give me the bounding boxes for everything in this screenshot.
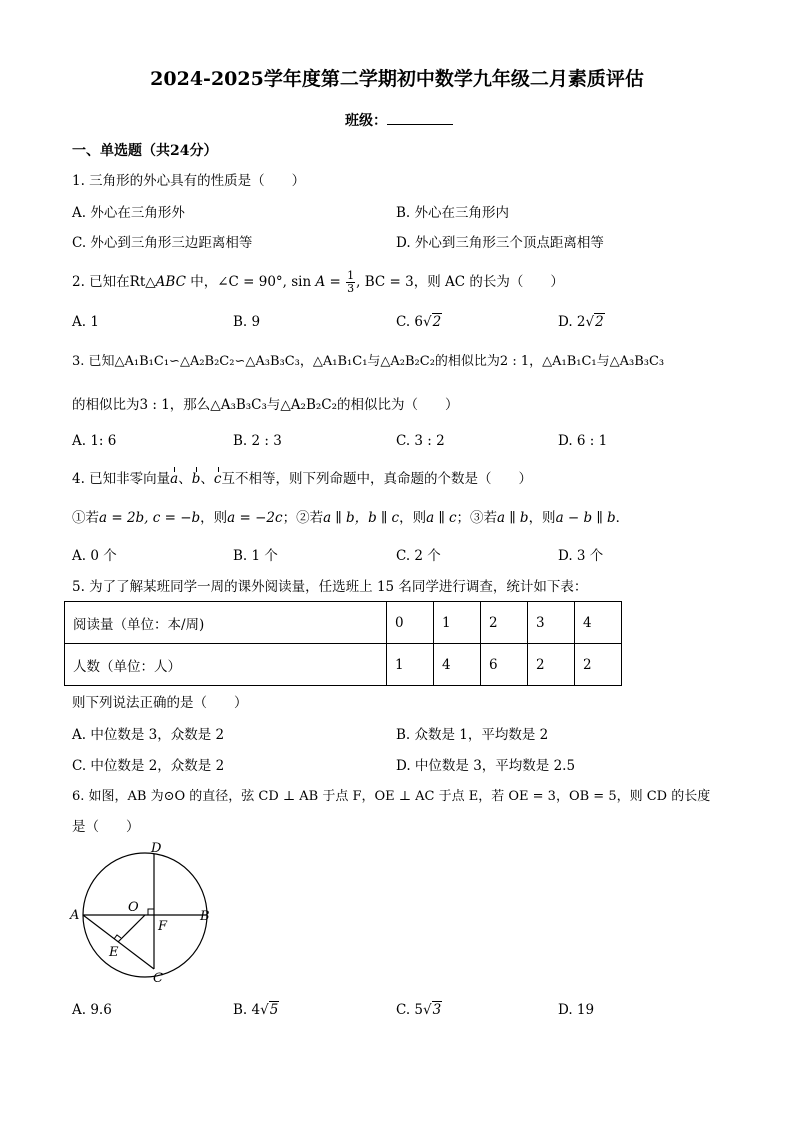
q2-option-b: B. 9 xyxy=(233,314,261,330)
q1-option-d: D. 外心到三角形三个顶点距离相等 xyxy=(396,235,604,251)
q2-c-radicand: 2 xyxy=(432,314,442,330)
q4-stem-suffix: 互不相等，则下列命题中，真命题的个数是（ ） xyxy=(221,471,532,487)
circle-figure xyxy=(62,840,222,990)
q6-b-radicand: 5 xyxy=(269,1002,279,1018)
q5-option-a: A. 中位数是 3，众数是 2 xyxy=(72,727,225,743)
q6-c-sqrt: √3 xyxy=(423,1002,442,1018)
q2-prefix: 2. 已知在 xyxy=(72,274,130,290)
table-cell: 2 xyxy=(481,602,528,644)
q4-stem xyxy=(72,470,532,488)
q1-option-b: B. 外心在三角形内 xyxy=(396,205,510,221)
q4-p2-then: ，则 xyxy=(399,510,427,526)
table-row xyxy=(65,644,622,686)
q6-line1: 6. 如图，AB 为⊙O 的直径，弦 CD ⊥ AB 于点 F，OE ⊥ AC 于点 E，若 OE = 3，OB = 5，则 CD 的长度 xyxy=(72,789,711,804)
q3-line2: 的相似比为3 : 1，那么△A₃B₃C₃与△A₂B₂C₂的相似比为（ ） xyxy=(72,397,459,413)
q4-p3-condition: a ∥ b xyxy=(497,510,529,526)
class-label: 班级： xyxy=(345,113,387,129)
q1-option-c: C. 外心到三角形三边距离相等 xyxy=(72,235,253,251)
table-cell: 6 xyxy=(481,644,528,686)
table-cell: 4 xyxy=(575,602,622,644)
q3-option-c: C. 3 : 2 xyxy=(396,433,445,449)
table-cell: 1 xyxy=(434,602,481,644)
q5-ask: 则下列说法正确的是（ ） xyxy=(72,695,248,711)
q2-triangle: ABC xyxy=(155,274,186,290)
q4-option-a: A. 0 个 xyxy=(72,548,117,564)
q1-option-a: A. 外心在三角形外 xyxy=(72,205,185,221)
table-cell: 0 xyxy=(387,602,434,644)
label-o: O xyxy=(128,900,139,915)
table-cell: 1 xyxy=(387,644,434,686)
q3-option-d: D. 6 : 1 xyxy=(558,433,608,449)
table-cell: 4 xyxy=(434,644,481,686)
table-row xyxy=(65,602,622,644)
q6-b-prefix: B. 4 xyxy=(233,1002,261,1018)
q2-option-c xyxy=(396,313,442,331)
q2-d-radicand: 2 xyxy=(595,314,604,330)
q6-c-prefix: C. 5 xyxy=(396,1002,424,1018)
q4-sep2: 、 xyxy=(200,471,214,487)
q4-stem-prefix: 4. 已知非零向量 xyxy=(72,471,171,487)
right-angle-e xyxy=(114,935,121,939)
q2-numerator: 1 xyxy=(347,269,355,282)
table-cell: 3 xyxy=(528,602,575,644)
q4-p1-label: ①若 xyxy=(72,510,99,526)
q4-vector-c: c xyxy=(213,471,222,487)
q4-p2-result: a ∥ c xyxy=(426,510,457,526)
q2-mid: 中，∠C = 90°, sin xyxy=(185,274,316,290)
label-c: C xyxy=(153,971,163,986)
q2-d-sqrt: √2 xyxy=(585,314,604,330)
label-a: A xyxy=(70,908,80,923)
q2-option-a: A. 1 xyxy=(72,314,99,330)
class-blank xyxy=(387,110,453,125)
table-row-head: 人数（单位：人） xyxy=(65,644,387,686)
label-f: F xyxy=(158,919,168,934)
q6-option-a: A. 9.6 xyxy=(72,1002,112,1018)
q6-option-c xyxy=(396,1001,442,1019)
q4-p1-result: a = −2c xyxy=(227,510,283,526)
section-heading: 一、单选题（共24分） xyxy=(72,143,218,159)
q4-p3-label: ；③若 xyxy=(456,510,498,526)
q4-option-b: B. 1 个 xyxy=(233,548,278,564)
q2-tail: , BC = 3，则 AC 的长为（ ） xyxy=(356,274,564,290)
q4-p1-condition: a = 2b, c = −b xyxy=(99,510,201,526)
q4-option-c: C. 2 个 xyxy=(396,548,441,564)
class-field xyxy=(345,110,453,130)
q6-line2: 是（ ） xyxy=(72,819,140,835)
table-cell: 2 xyxy=(528,644,575,686)
q5-option-c: C. 中位数是 2，众数是 2 xyxy=(72,758,225,774)
label-e: E xyxy=(109,945,119,960)
q5-option-b: B. 众数是 1，平均数是 2 xyxy=(396,727,549,743)
q2-eq: = xyxy=(325,274,346,290)
q2-denominator: 3 xyxy=(347,282,355,295)
right-angle-f xyxy=(148,909,154,915)
reading-table xyxy=(64,601,622,686)
q4-p2-label: ；②若 xyxy=(282,510,324,526)
q3-option-a: A. 1: 6 xyxy=(72,433,117,449)
q4-propositions xyxy=(72,509,629,527)
q4-p3-then: ，则 xyxy=(528,510,556,526)
q2-option-d xyxy=(558,313,605,331)
q2-fraction xyxy=(346,270,355,295)
q4-sep1: 、 xyxy=(178,471,192,487)
q3-option-b: B. 2 : 3 xyxy=(233,433,282,449)
q5-option-d: D. 中位数是 3，平均数是 2.5 xyxy=(396,758,576,774)
q4-p1-then: ，则 xyxy=(200,510,228,526)
q2-c-sqrt: √2 xyxy=(423,314,442,330)
q2-stem xyxy=(72,270,564,295)
q6-option-b xyxy=(233,1001,279,1019)
q5-stem: 5. 为了了解某班同学一周的课外阅读量，任选班上 15 名同学进行调查，统计如下表： xyxy=(72,579,588,595)
label-d: D xyxy=(151,841,162,856)
q4-vector-b: b xyxy=(191,471,201,487)
q4-p2-condition: a ∥ b，b ∥ c xyxy=(323,510,400,526)
segment-oe xyxy=(118,915,145,942)
q2-rt: Rt△ xyxy=(129,274,156,290)
q6-option-d: D. 19 xyxy=(558,1002,595,1018)
q4-option-d: D. 3 个 xyxy=(558,548,604,564)
q4-p3-end: ． xyxy=(615,510,630,526)
q2-c-prefix: C. 6 xyxy=(396,314,424,330)
q3-line1: 3. 已知△A₁B₁C₁∽△A₂B₂C₂∽△A₃B₃C₃，△A₁B₁C₁与△A₂B₂C₂的相似比为2 : 1，△A₁B₁C₁与△A₃B₃C₃ xyxy=(72,354,665,369)
table-row-head: 阅读量（单位：本/周) xyxy=(65,602,387,644)
q6-c-radicand: 3 xyxy=(432,1002,442,1018)
q2-sin-arg: A xyxy=(315,274,326,290)
q4-vector-a: a xyxy=(170,471,179,487)
q1-stem: 1. 三角形的外心具有的性质是（ ） xyxy=(72,173,306,189)
label-b: B xyxy=(200,909,210,924)
q6-b-sqrt: √5 xyxy=(260,1002,279,1018)
q2-d-prefix: D. 2 xyxy=(558,314,586,330)
page-title: 2024-2025学年度第二学期初中数学九年级二月素质评估 xyxy=(150,68,644,90)
table-cell: 2 xyxy=(575,644,622,686)
q4-p3-result: a − b ∥ b xyxy=(555,510,616,526)
